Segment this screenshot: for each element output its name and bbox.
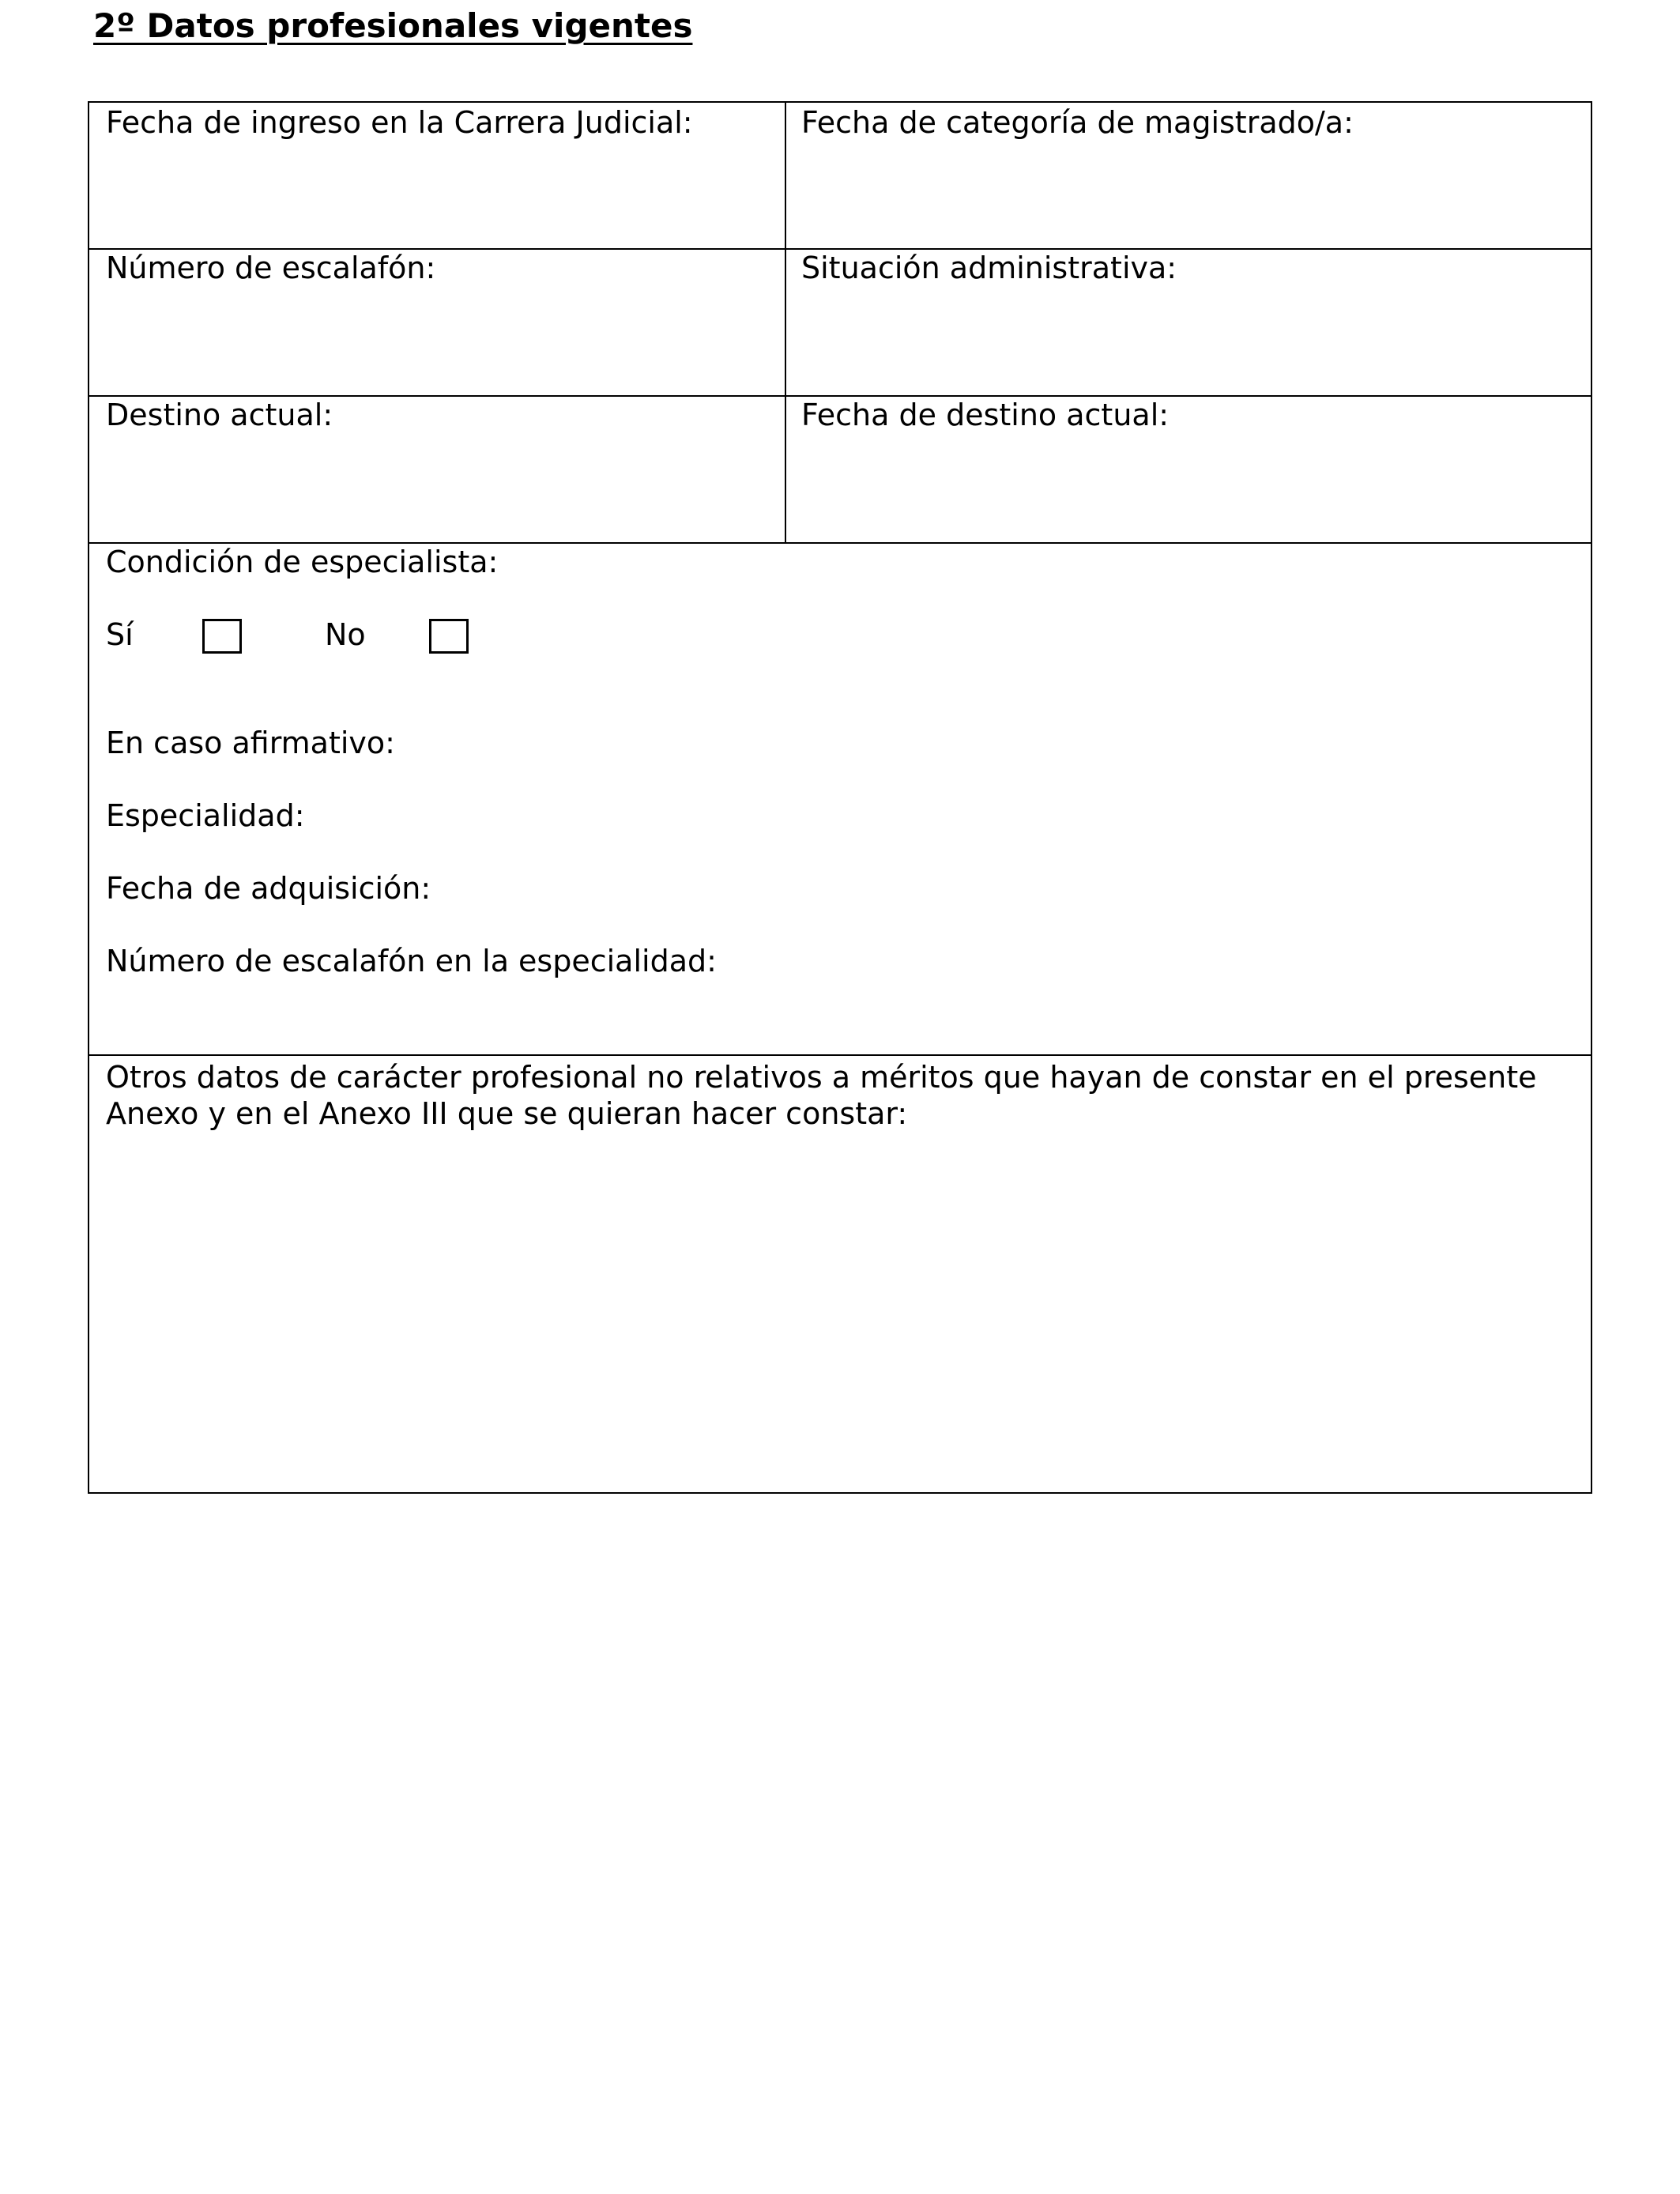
destino-actual-cell[interactable] [89,397,785,542]
fecha-categoria-label: Fecha de categoría de magistrado/a: [801,105,1354,140]
fecha-destino-actual-label: Fecha de destino actual: [801,398,1170,432]
fecha-categoria-cell[interactable] [785,103,1592,248]
no-checkbox[interactable] [429,619,469,654]
professional-data-table [88,101,1592,1494]
fecha-destino-actual-cell[interactable] [785,397,1592,542]
situacion-administrativa-label: Situación administrativa: [801,251,1177,285]
fecha-adquisicion-label[interactable]: Fecha de adquisición: [106,871,431,906]
numero-escalafon-especialidad-label[interactable]: Número de escalafón en la especialidad: [106,944,717,978]
si-label: Sí [106,617,134,652]
section-title: 2º Datos profesionales vigentes [93,6,693,45]
especialidad-label[interactable]: Especialidad: [106,798,305,833]
especialista-cell [89,544,1592,1054]
en-caso-afirmativo-label: En caso afirmativo: [106,726,395,760]
numero-escalafon-cell[interactable] [89,250,785,395]
situacion-administrativa-cell[interactable] [785,250,1592,395]
condicion-especialista-label: Condición de especialista: [106,545,499,579]
si-checkbox[interactable] [202,619,242,654]
fecha-ingreso-cell[interactable] [89,103,785,248]
numero-escalafon-label: Número de escalafón: [106,251,436,285]
otros-datos-cell[interactable] [89,1056,1592,1492]
no-label: No [325,617,366,652]
destino-actual-label: Destino actual: [106,398,333,432]
fecha-ingreso-label: Fecha de ingreso en la Carrera Judicial: [106,105,693,140]
otros-datos-label: Otros datos de carácter profesional no relativos a méritos que hayan de constar en el presente Anexo y en el Anexo III que se quieran hacer constar: [106,1060,1537,1131]
